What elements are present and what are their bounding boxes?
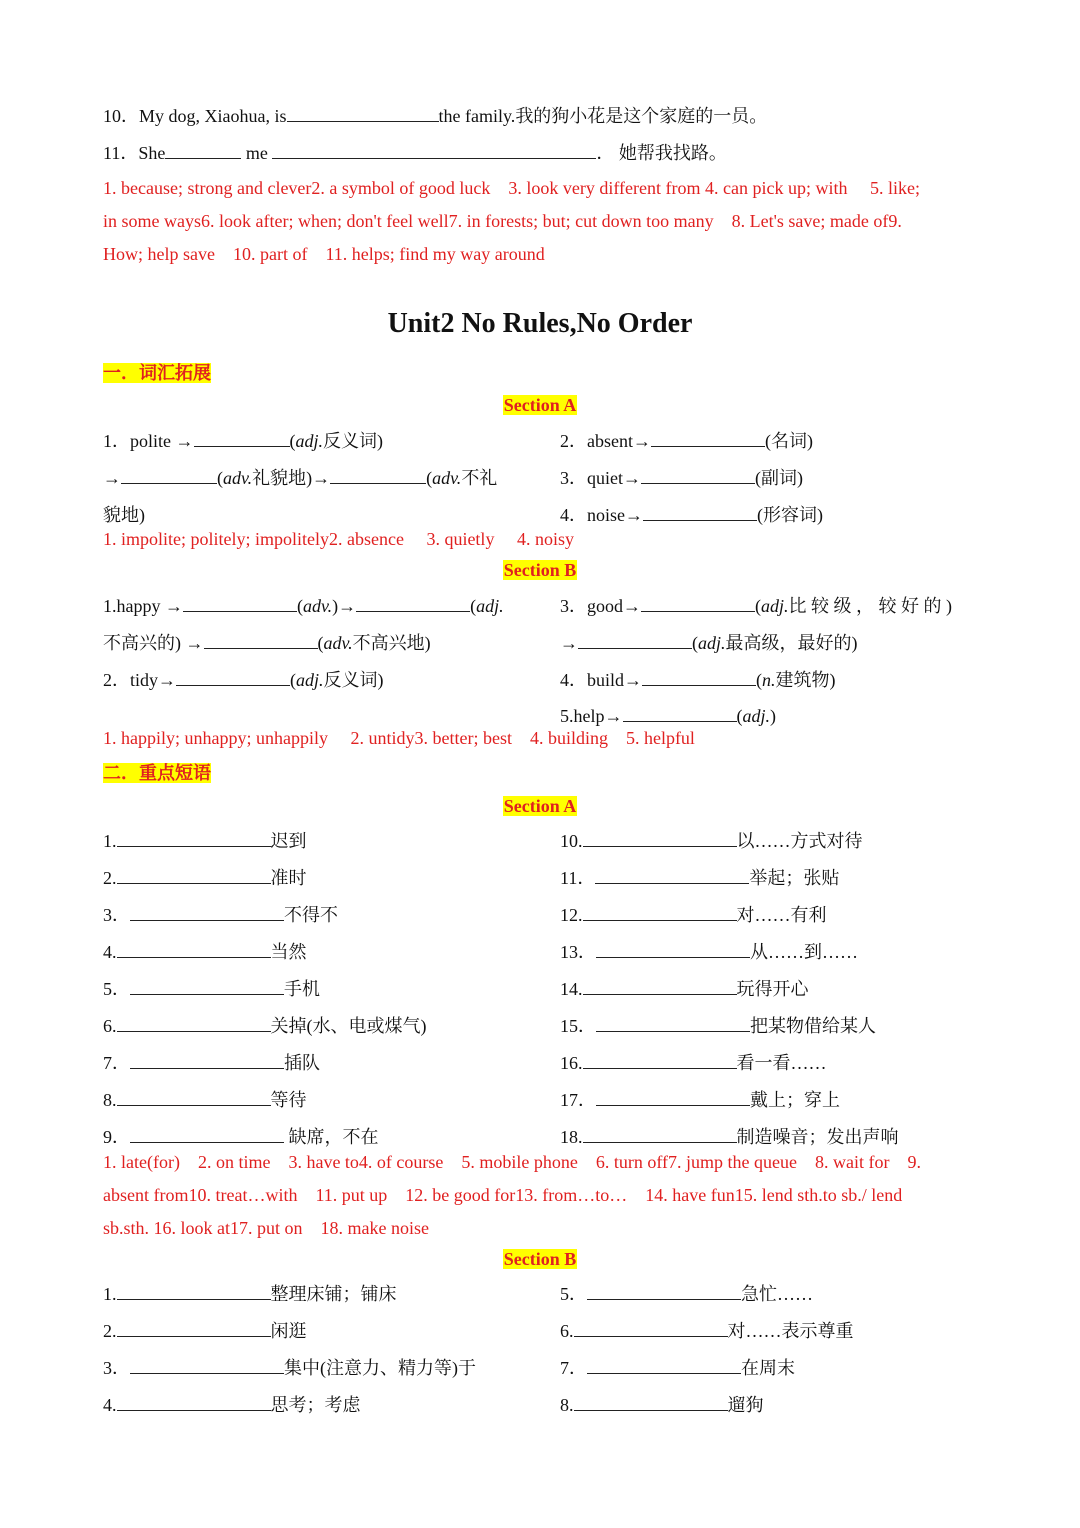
item-meaning: 思考；考虑 xyxy=(270,1395,361,1415)
item-number: 8. xyxy=(103,1090,117,1110)
answer-blank[interactable] xyxy=(596,941,750,958)
answer-blank[interactable] xyxy=(574,1320,728,1337)
part1-a-answer-key: 1. impolite; politely; impolitely2. absence 3. quietly 4. noisy xyxy=(103,529,574,549)
answer-blank[interactable] xyxy=(130,904,284,921)
part1-section-a-label xyxy=(0,395,1080,416)
item-note: 最高级，最好的) xyxy=(725,633,858,653)
item-note: 不高兴地) xyxy=(352,633,431,653)
phrase-a-7 xyxy=(103,1051,320,1075)
phrase-b-2 xyxy=(103,1319,307,1343)
answer-blank[interactable] xyxy=(117,1320,271,1337)
q10-prefix: My dog, Xiaohua, is xyxy=(139,106,287,126)
answer-blank[interactable] xyxy=(641,467,755,484)
item-number: 18. xyxy=(560,1127,583,1147)
item-meaning: 当然 xyxy=(270,942,307,962)
answer-blank[interactable] xyxy=(595,867,749,884)
vocab-b-1-cont: 不高兴的) → (adv.不高兴地) xyxy=(103,633,431,653)
phrase-a-15 xyxy=(560,1014,876,1038)
vocab-a-3 xyxy=(560,466,803,490)
item-number: 4. xyxy=(103,942,117,962)
item-number: 4. xyxy=(103,1395,117,1415)
item-number: 1. xyxy=(103,596,117,616)
vocab-a-1-cont2: 貌地) xyxy=(103,505,145,525)
item-pos: adv. xyxy=(303,596,333,616)
q11-chinese: 她帮我找路。 xyxy=(618,143,727,163)
item-word: help→ xyxy=(573,706,623,726)
item-meaning: 手机 xyxy=(284,979,320,999)
answer-blank[interactable] xyxy=(623,705,737,722)
item-pos: adj. xyxy=(698,633,726,653)
answer-blank[interactable] xyxy=(356,595,470,612)
item-pos: adj. xyxy=(296,670,324,690)
top-answer-line: How; help save 10. part of 11. helps; find my way around xyxy=(103,244,545,264)
phrase-a-3 xyxy=(103,903,338,927)
phrase-a-13 xyxy=(560,940,858,964)
part2-heading-text: 二．重点短语 xyxy=(103,763,211,783)
unit-title: Unit2 No Rules,No Order xyxy=(387,308,693,339)
phrase-a-12 xyxy=(560,903,827,927)
phrase-b-3 xyxy=(103,1356,476,1380)
item-number: 1． xyxy=(103,431,130,451)
answer-blank[interactable] xyxy=(117,1394,271,1411)
item-note: (名词) xyxy=(764,431,813,451)
phrase-a-1 xyxy=(103,829,307,853)
part2-section-a-label xyxy=(0,796,1080,817)
answer-blank[interactable] xyxy=(643,504,757,521)
answer-blank[interactable] xyxy=(130,1126,284,1143)
item-meaning: 整理床铺；铺床 xyxy=(270,1284,397,1304)
answer-blank[interactable] xyxy=(194,430,290,447)
item-meaning: 闲逛 xyxy=(270,1321,307,1341)
item-number: 16. xyxy=(560,1053,583,1073)
item-meaning: 以……方式对待 xyxy=(736,831,863,851)
vocab-b-1: 1.happy → (adv.)→ (adj. xyxy=(103,596,504,616)
item-number: 4． xyxy=(560,505,587,525)
item-number: 11． xyxy=(560,868,596,888)
item-meaning: 举起；张贴 xyxy=(749,868,840,888)
item-number: 2． xyxy=(103,670,130,690)
part2-heading xyxy=(103,759,211,785)
item-note: 礼貌地)→ xyxy=(252,468,331,488)
item-note: 反义词) xyxy=(323,431,384,451)
q11-prefix: She xyxy=(138,143,166,163)
item-pos: n. xyxy=(762,670,776,690)
answer-blank[interactable] xyxy=(583,904,737,921)
q11-middle: me xyxy=(245,143,268,163)
phrase-a-5 xyxy=(103,977,320,1001)
item-meaning: 从……到…… xyxy=(750,942,858,962)
item-number: 17． xyxy=(560,1090,596,1110)
item-pos: adv. xyxy=(432,468,462,488)
answer-blank[interactable] xyxy=(642,669,756,686)
item-note: (副词) xyxy=(755,468,803,488)
phrase-a-8 xyxy=(103,1088,307,1112)
item-word: polite → xyxy=(130,431,194,451)
answer-blank[interactable] xyxy=(130,1052,284,1069)
vocab-a-1: 1．polite → (adj.反义词) xyxy=(103,431,384,451)
phrase-a-10 xyxy=(560,829,863,853)
q11-blank-2[interactable] xyxy=(272,142,596,159)
item-pos: adj. xyxy=(761,596,789,616)
answer-blank[interactable] xyxy=(578,632,692,649)
answer-blank[interactable] xyxy=(130,1357,284,1374)
answer-blank[interactable] xyxy=(583,1126,737,1143)
item-number: 6. xyxy=(560,1321,574,1341)
phrase-a-2 xyxy=(103,866,307,890)
item-number: 2. xyxy=(103,868,117,888)
answer-blank[interactable] xyxy=(183,595,297,612)
answer-blank[interactable] xyxy=(130,978,284,995)
item-meaning: 把某物借给某人 xyxy=(750,1016,876,1036)
phrase-a-17 xyxy=(560,1088,840,1112)
phrase-a-6 xyxy=(103,1014,427,1038)
q10-chinese: 我的狗小花是这个家庭的一员。 xyxy=(515,106,768,126)
item-meaning: 对……有利 xyxy=(736,905,827,925)
item-meaning: 不得不 xyxy=(284,905,338,925)
answer-blank[interactable] xyxy=(583,830,737,847)
q11-suffix: ． xyxy=(596,143,615,163)
item-note: 比 较 级 ， 较 好 的 ) xyxy=(788,596,953,616)
item-number: 3． xyxy=(560,596,587,616)
item-meaning: 对……表示尊重 xyxy=(727,1321,854,1341)
section-label: Section A xyxy=(503,796,577,816)
answer-blank[interactable] xyxy=(117,1283,271,1300)
question-10 xyxy=(103,104,767,128)
answer-blank[interactable] xyxy=(587,1357,741,1374)
vocab-b-5: 5.help→ (adj.) xyxy=(560,706,777,726)
item-number: 8. xyxy=(560,1395,574,1415)
item-number: 1. xyxy=(103,1284,117,1304)
item-note: 建筑物) xyxy=(775,670,836,690)
item-meaning: 准时 xyxy=(270,868,307,888)
phrase-b-6 xyxy=(560,1319,854,1343)
item-meaning: 在周末 xyxy=(741,1358,795,1378)
answer-blank[interactable] xyxy=(121,467,217,484)
phrase-b-7 xyxy=(560,1356,795,1380)
vocab-b-4: 4．build→ (n.建筑物) xyxy=(560,670,836,690)
vocab-a-1-cont: → (adv.礼貌地)→ (adv.不礼 xyxy=(103,468,498,488)
item-word: quiet→ xyxy=(587,468,641,488)
answer-blank[interactable] xyxy=(330,467,426,484)
item-number: 5． xyxy=(103,979,130,999)
section-label: Section A xyxy=(503,395,577,415)
item-number: 9． xyxy=(103,1127,130,1147)
vocab-a-2 xyxy=(560,429,813,453)
item-word: absent→ xyxy=(587,431,651,451)
phrase-a-4 xyxy=(103,940,307,964)
item-meaning: 制造噪音；发出声响 xyxy=(736,1127,899,1147)
answer-blank[interactable] xyxy=(574,1394,728,1411)
item-meaning: 等待 xyxy=(270,1090,307,1110)
answer-blank[interactable] xyxy=(117,867,271,884)
top-answer-line: in some ways6. look after; when; don't feel well7. in forests; but; cut down too many 8. Let's save; made of9. xyxy=(103,211,902,231)
top-answer-line: 1. because; strong and clever2. a symbol of good luck 3. look very different from 4. can pick up; with 5. like; xyxy=(103,178,920,198)
item-meaning: 看一看…… xyxy=(736,1053,827,1073)
answer-line: absent from10. treat…with 11. put up 12. be good for13. from…to… 14. have fun15. lend sth.to sb./ lend xyxy=(103,1185,903,1205)
top-answer-key xyxy=(103,172,983,271)
item-pos: adv. xyxy=(323,633,353,653)
item-word: happy → xyxy=(116,596,183,616)
item-number: 15． xyxy=(560,1016,596,1036)
answer-blank[interactable] xyxy=(176,669,290,686)
answer-blank[interactable] xyxy=(583,1052,737,1069)
item-meaning: 戴上；穿上 xyxy=(750,1090,840,1110)
item-number: 6. xyxy=(103,1016,117,1036)
item-note: 反义词) xyxy=(323,670,384,690)
phrase-b-5 xyxy=(560,1282,813,1306)
answer-blank[interactable] xyxy=(117,1089,271,1106)
part1-heading xyxy=(103,359,211,385)
item-number: 2． xyxy=(560,431,587,451)
item-number: 13． xyxy=(560,942,596,962)
item-number: 14. xyxy=(560,979,583,999)
answer-blank[interactable] xyxy=(583,978,737,995)
part2-section-b-label xyxy=(0,1249,1080,1270)
item-note: (形容词) xyxy=(757,505,823,525)
q10-suffix: the family. xyxy=(438,106,516,126)
answer-blank[interactable] xyxy=(117,830,271,847)
answer-blank[interactable] xyxy=(117,1015,271,1032)
item-meaning: 缺席，不在 xyxy=(288,1127,379,1147)
item-note: )→ xyxy=(332,596,357,616)
answer-blank[interactable] xyxy=(117,941,271,958)
item-number: 7． xyxy=(103,1053,130,1073)
vocab-b-3-cont: → (adj.最高级，最好的) xyxy=(560,633,858,653)
item-word: build→ xyxy=(587,670,643,690)
vocab-b-3: 3．good→ (adj.比 较 级 ， 较 好 的 ) xyxy=(560,596,953,616)
item-number: 10. xyxy=(560,831,583,851)
item-pos: adj. xyxy=(295,431,324,451)
item-number: 2. xyxy=(103,1321,117,1341)
item-pos: adv. xyxy=(223,468,253,488)
answer-blank[interactable] xyxy=(596,1089,750,1106)
item-word: noise→ xyxy=(587,505,643,525)
item-meaning: 关掉(水、电或煤气) xyxy=(270,1016,427,1036)
phrase-b-8 xyxy=(560,1393,764,1417)
phrase-a-16 xyxy=(560,1051,827,1075)
item-meaning: 迟到 xyxy=(270,831,307,851)
part1-heading-text: 一．词汇拓展 xyxy=(103,363,211,383)
answer-blank[interactable] xyxy=(587,1283,741,1300)
vocab-b-2: 2．tidy→ (adj.反义词) xyxy=(103,670,384,690)
item-number: 3． xyxy=(560,468,587,488)
answer-blank[interactable] xyxy=(651,430,765,447)
answer-line: 1. late(for) 2. on time 3. have to4. of course 5. mobile phone 6. turn off7. jump the queue 8. wait for 9. xyxy=(103,1152,921,1172)
part2-a-answer-key xyxy=(103,1146,983,1245)
phrase-a-14 xyxy=(560,977,809,1001)
item-meaning: 集中(注意力、精力等)于 xyxy=(284,1358,476,1378)
item-pos: adj. xyxy=(742,706,771,726)
section-label: Section B xyxy=(503,1249,577,1269)
q11-number: 11． xyxy=(103,143,139,163)
answer-blank[interactable] xyxy=(204,632,318,649)
item-word: tidy→ xyxy=(130,670,177,690)
part1-section-b-label xyxy=(0,560,1080,581)
q11-blank-1[interactable] xyxy=(165,142,241,159)
item-meaning: 插队 xyxy=(284,1053,320,1073)
item-number: 3． xyxy=(103,1358,130,1378)
phrase-b-1 xyxy=(103,1282,397,1306)
answer-blank[interactable] xyxy=(641,595,755,612)
item-note: ) xyxy=(770,706,777,726)
item-number: 3． xyxy=(103,905,130,925)
phrase-b-4 xyxy=(103,1393,361,1417)
item-number: 12. xyxy=(560,905,583,925)
item-number: 4． xyxy=(560,670,587,690)
item-word: good→ xyxy=(587,596,641,616)
item-number: 1. xyxy=(103,831,117,851)
item-note: 不高兴的) → xyxy=(103,633,204,653)
item-pos: adj. xyxy=(476,596,504,616)
item-number: 5． xyxy=(560,1284,587,1304)
q10-number: 10． xyxy=(103,106,139,126)
section-label: Section B xyxy=(503,560,577,580)
part1-b-answer-key: 1. happily; unhappy; unhappily 2. untidy3. better; best 4. building 5. helpful xyxy=(103,728,695,748)
item-meaning: 急忙…… xyxy=(741,1284,813,1304)
answer-line: sb.sth. 16. look at17. put on 18. make noise xyxy=(103,1218,429,1238)
item-meaning: 玩得开心 xyxy=(736,979,809,999)
item-number: 5. xyxy=(560,706,574,726)
phrase-a-11 xyxy=(560,866,839,890)
item-note: 不礼 xyxy=(461,468,498,488)
question-11 xyxy=(103,141,727,165)
answer-blank[interactable] xyxy=(596,1015,750,1032)
item-meaning: 遛狗 xyxy=(727,1395,764,1415)
item-number: 7． xyxy=(560,1358,587,1378)
q10-blank[interactable] xyxy=(287,105,439,122)
